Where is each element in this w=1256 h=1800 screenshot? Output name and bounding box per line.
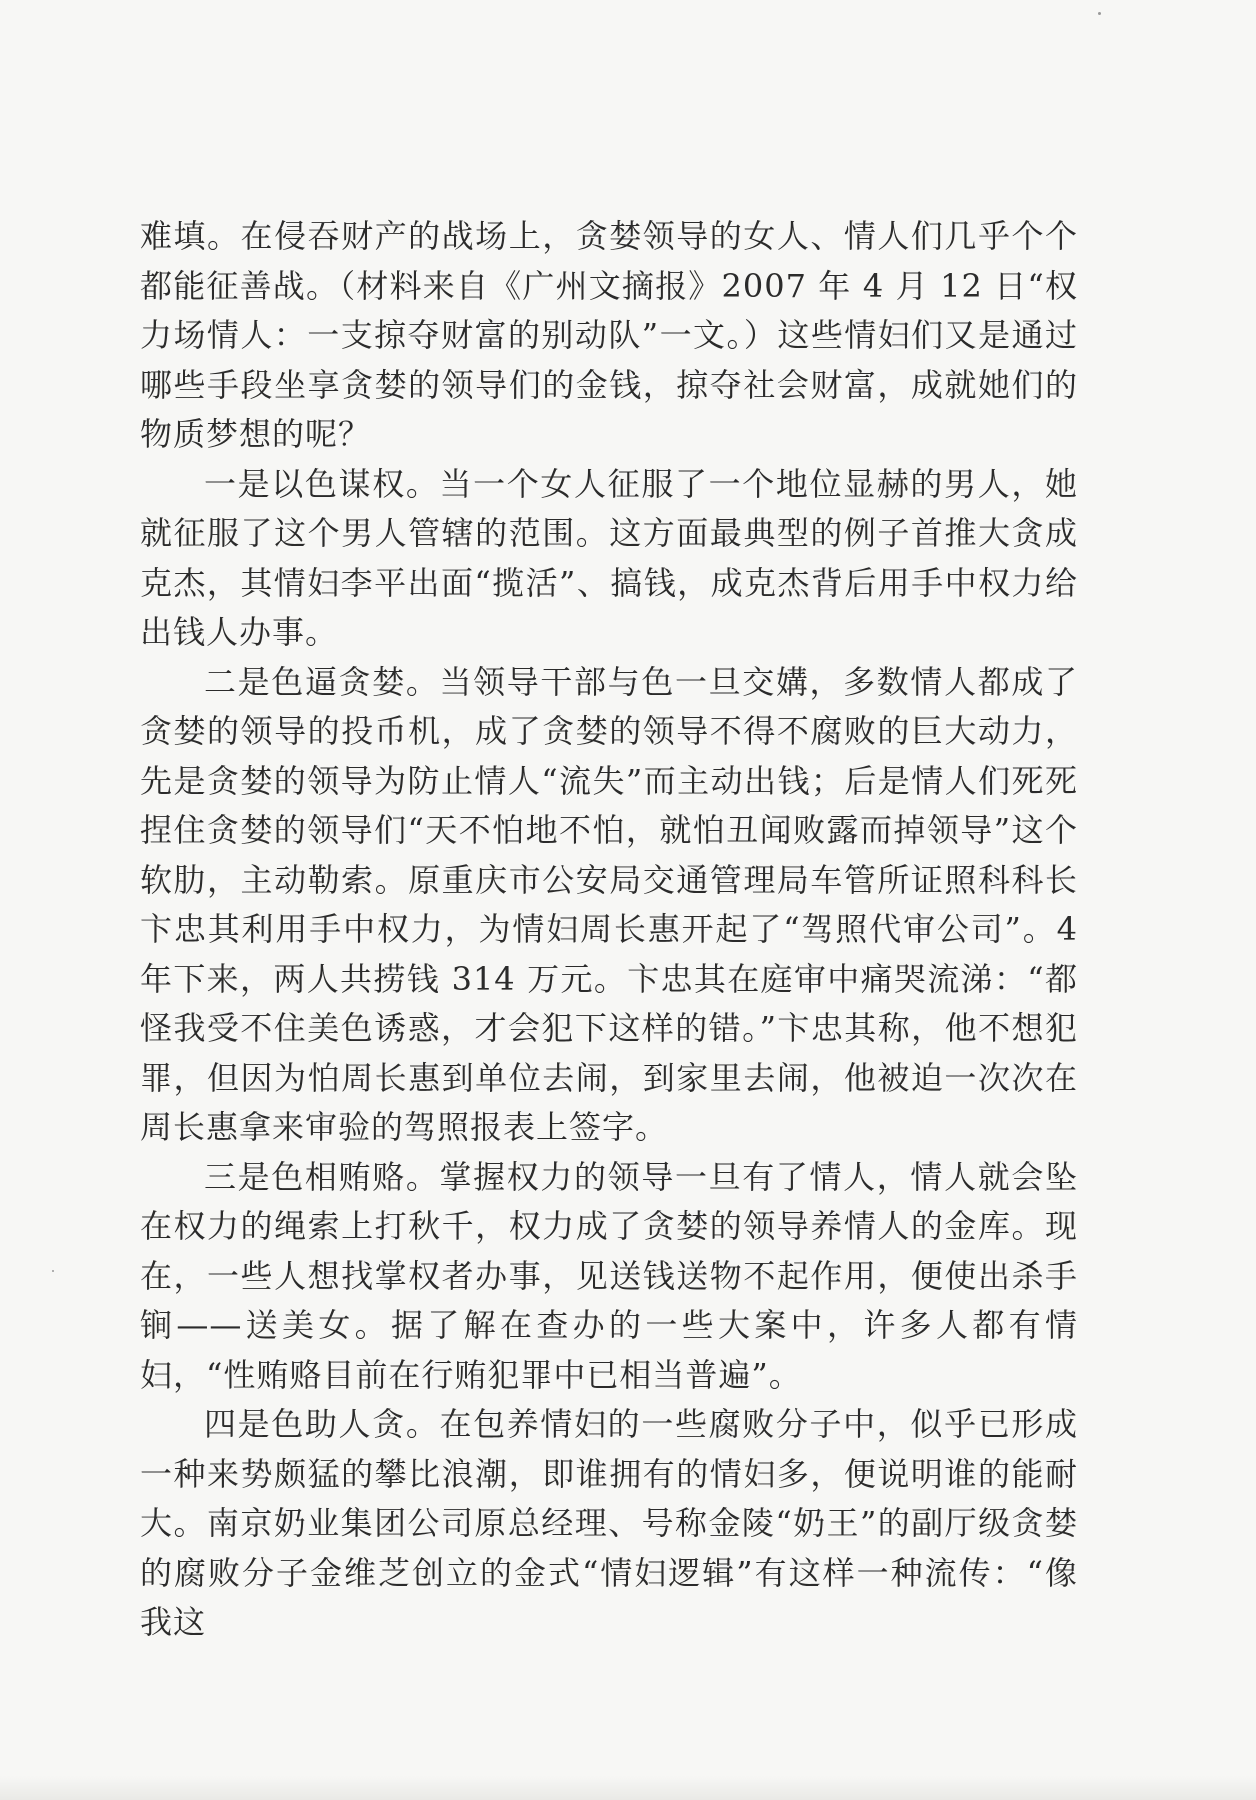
paragraph-4: 三是色相贿赂。掌握权力的领导一旦有了情人，情人就会坠在权力的绳索上打秋千，权力成了贪婪的领导养情人的金库。现在，一些人想找掌权者办事，见送钱送物不起作用，便使出杀手锏——送美女。据了解在查办的一些大案中，许多人都有情妇，“性贿赂目前在行贿犯罪中已相当普遍”。 <box>140 1157 1078 1394</box>
paragraph-5: 四是色助人贪。在包养情妇的一些腐败分子中，似乎已形成一种来势颇猛的攀比浪潮，即谁拥有的情妇多，便说明谁的能耐大。南京奶业集团公司原总经理、号称金陵“奶王”的副厅级贪婪的腐败分子金维芝创立的金式“情妇逻辑”有这样一种流传：“像我这 <box>140 1405 1078 1641</box>
page-bottom-edge <box>0 1776 1256 1800</box>
paragraph-1: 难填。在侵吞财产的战场上，贪婪领导的女人、情人们几乎个个都能征善战。（材料来自《广州文摘报》2007 年 4 月 12 日“权力场情人：一支掠夺财富的别动队”一文。）这些情妇们又是通过哪些手段坐享贪婪的领导们的金钱，掠夺社会财富，成就她们的物质梦想的呢？ <box>140 217 1078 453</box>
scan-speck <box>1098 12 1101 15</box>
body-text <box>140 212 1078 1648</box>
paragraph-2: 一是以色谋权。当一个女人征服了一个地位显赫的男人，她就征服了这个男人管辖的范围。这方面最典型的例子首推大贪成克杰，其情妇李平出面“揽活”、搞钱，成克杰背后用手中权力给出钱人办事。 <box>140 464 1078 651</box>
paragraph-3: 二是色逼贪婪。当领导干部与色一旦交媾，多数情人都成了贪婪的领导的投币机，成了贪婪的领导不得不腐败的巨大动力，先是贪婪的领导为防止情人“流失”而主动出钱；后是情人们死死捏住贪婪的领导们“天不怕地不怕，就怕丑闻败露而掉领导”这个软肋，主动勒索。原重庆市公安局交通管理局车管所证照科科长卞忠其利用手中权力，为情妇周长惠开起了“驾照代审公司”。4 年下来，两人共捞钱 314 万元。卞忠其在庭审中痛哭流涕：“都怪我受不住美色诱惑，才会犯下这样的错。”卞忠其称，他不想犯罪，但因为怕周长惠到单位去闹，到家里去闹，他被迫一次次在周长惠拿来审验的驾照报表上签字。 <box>140 662 1078 1146</box>
scan-speck <box>52 1270 54 1272</box>
